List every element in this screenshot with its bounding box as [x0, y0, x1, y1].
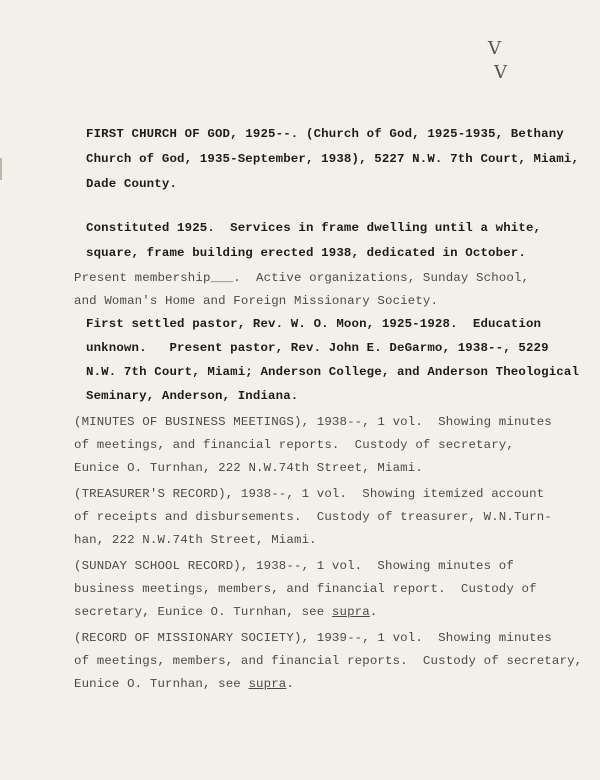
sunday-school-record-line-3 [74, 604, 377, 620]
history-line-2: square, frame building erected 1938, dedicated in October. [86, 246, 526, 260]
treasurer-record-line-1: (TREASURER'S RECORD), 1938--, 1 vol. Showing itemized account [74, 487, 545, 501]
sunday-school-period: . [369, 605, 378, 619]
missionary-period: . [286, 677, 294, 691]
supra-reference: supra [248, 677, 287, 691]
sunday-school-record-line-1: (SUNDAY SCHOOL RECORD), 1938--, 1 vol. Showing minutes of [74, 559, 514, 573]
missionary-text: Eunice O. Turnhan, see [74, 677, 249, 691]
minutes-record-line-3: Eunice O. Turnhan, 222 N.W.74th Street, Miami. [74, 461, 423, 475]
handwritten-check-mark-1: V [488, 38, 501, 59]
sunday-school-text: secretary, Eunice O. Turnhan, see [74, 605, 332, 619]
history-line-4: and Woman's Home and Foreign Missionary Society. [74, 294, 439, 308]
heading-line-1: FIRST CHURCH OF GOD, 1925--. (Church of God, 1925-1935, Bethany [86, 127, 564, 141]
treasurer-record-line-2: of receipts and disbursements. Custody of treasurer, W.N.Turn- [74, 510, 552, 524]
minutes-record-line-1: (MINUTES OF BUSINESS MEETINGS), 1938--, 1 vol. Showing minutes [74, 415, 552, 429]
history-line-5: First settled pastor, Rev. W. O. Moon, 1925-1928. Education [86, 317, 542, 331]
history-line-3: Present membership___. Active organizations, Sunday School, [74, 271, 530, 285]
handwritten-check-mark-2: V [494, 62, 507, 83]
supra-reference: supra [331, 605, 370, 619]
history-line-1: Constituted 1925. Services in frame dwelling until a white, [86, 221, 542, 235]
minutes-record-line-2: of meetings, and financial reports. Custody of secretary, [74, 438, 514, 452]
treasurer-record-line-3: han, 222 N.W.74th Street, Miami. [74, 533, 317, 547]
heading-line-3: Dade County. [86, 177, 178, 191]
history-line-6: unknown. Present pastor, Rev. John E. DeGarmo, 1938--, 5229 [86, 341, 549, 355]
missionary-record-line-2: of meetings, members, and financial reports. Custody of secretary, [74, 654, 583, 668]
margin-mark [0, 158, 2, 180]
missionary-record-line-3 [74, 676, 294, 692]
missionary-record-line-1: (RECORD OF MISSIONARY SOCIETY), 1939--, 1 vol. Showing minutes [74, 631, 552, 645]
heading-line-2: Church of God, 1935-September, 1938), 5227 N.W. 7th Court, Miami, [86, 152, 580, 166]
history-line-7: N.W. 7th Court, Miami; Anderson College, and Anderson Theological [86, 365, 580, 379]
sunday-school-record-line-2: business meetings, members, and financial report. Custody of [74, 582, 537, 596]
history-line-8: Seminary, Anderson, Indiana. [86, 389, 299, 403]
